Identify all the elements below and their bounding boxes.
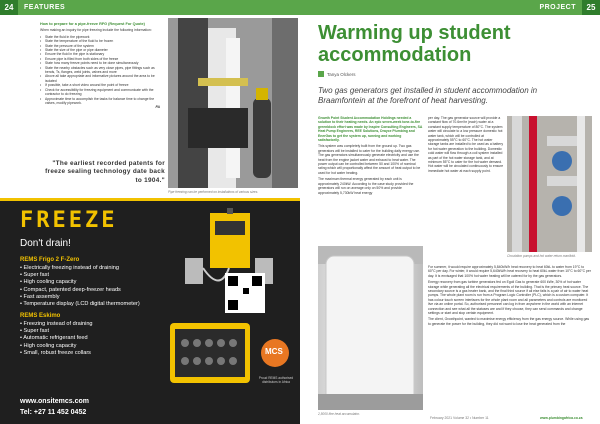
article-column-2b bbox=[428, 265, 592, 328]
rfq-bullet-list bbox=[40, 35, 160, 106]
list-item: • State the nearby obstacles such as very close pipes, pipe fittings such as bends, Ts, flanges, weld joints, valves and more bbox=[40, 66, 160, 75]
article-column-2 bbox=[428, 116, 504, 175]
product2-name: REMS Eskimo bbox=[20, 313, 61, 319]
list-item: • Electrically freezing instead of draining bbox=[20, 265, 160, 272]
footer-website-link[interactable]: www.plumbingafrica.co.za bbox=[540, 416, 583, 420]
list-item: • State the size of the pipe or pipe diameter bbox=[40, 48, 160, 52]
ad-tagline: Don't drain! bbox=[20, 238, 71, 249]
list-item: • Above all take appropriate and informative pictures around the area to be isolated bbox=[40, 74, 160, 83]
lead-paragraph: Growth Point Student Accommodation Holdings needed a solution to their heating needs. An epic seven-week tone-to-fire greenblock effort was made by Inspire Consulting Engineers, SA Heat Pump Engineers, REE Solutions, Drayce Plumbing and EnerGas to get the system up, running and working satisfactorily. bbox=[318, 116, 423, 143]
list-item: • If possible, take a short video around the point of freeze bbox=[40, 83, 160, 87]
circulation-pumps-photo bbox=[507, 116, 592, 252]
footer-issue: February 2021 Volume 32 • Number 11 bbox=[430, 416, 489, 420]
product1-name: REMS Frigo 2 F-Zero bbox=[20, 257, 80, 263]
ad-yellow-strip bbox=[0, 198, 300, 201]
left-article-text bbox=[40, 22, 160, 110]
accumulator-illustration bbox=[318, 246, 423, 410]
ad-phone: Tel: +27 11 452 0452 bbox=[20, 409, 87, 416]
freeze-logo: FREEZE bbox=[20, 208, 118, 233]
list-item: • State the pressure of the system bbox=[40, 44, 160, 48]
list-item: • Fast assembly bbox=[20, 294, 160, 301]
list-item: • Ensure pipe is filled from both sides of the freeze bbox=[40, 57, 160, 61]
pipe-freezing-photo bbox=[168, 18, 298, 188]
list-item: • Small, robust freeze collars bbox=[20, 350, 160, 357]
signoff: PA bbox=[155, 105, 160, 110]
right-page-number: 25 bbox=[582, 0, 600, 15]
paragraph: For summer, it would require approximately 5,840kW/h heat recovery to heat 60kL to water from 19°C to 60°C per day. For winter, it would require 5,640kW/h heat recovery to heat 60kL water from 10°C to 60°C per day. It is envisaged that 100% hot water heating will be catered for by the gas generators. bbox=[428, 265, 591, 278]
rfq-subhead: How to prepare for a pipe-freeze RFG (Request For Quote) bbox=[40, 22, 145, 26]
list-item: • State the fluid in the pipework bbox=[40, 35, 160, 39]
list-item: • Ensure the fluid in the pipe is stationary bbox=[40, 52, 160, 56]
list-item: • Freezing instead of draining bbox=[20, 321, 160, 328]
author-name: Tanya Olckers bbox=[327, 71, 356, 77]
pumps-illustration bbox=[507, 116, 592, 252]
list-item: • Compact, patented deep-freezer heads bbox=[20, 287, 160, 294]
right-header-bar bbox=[300, 0, 600, 15]
list-item: • Super fast bbox=[20, 328, 160, 335]
rfq-intro: When making an inquiry for pipe freezing include the following information: bbox=[40, 28, 152, 33]
list-item: • State the temperature of the fluid to be frozen bbox=[40, 39, 160, 43]
left-header-bar bbox=[0, 0, 300, 15]
list-item: • Temperature display (LCD digital thermometer) bbox=[20, 301, 160, 308]
article-column-1 bbox=[318, 116, 423, 197]
paragraph: This system was completely built from the ground up. Two gas generators will be installed to cater for the building daily energy use. The gas generators simultaneously generate electricity and use the heat from the engine jacket water and exhaust to heat water. The power output can be controlled between 50 and 100% of nominal rating which will proportionally affect the amount of heat output to be used for hot water heating. bbox=[318, 144, 421, 175]
mcs-logo-text: MCS bbox=[265, 347, 283, 356]
product1-features bbox=[20, 265, 160, 308]
author-badge-icon bbox=[318, 71, 324, 77]
left-page-number: 24 bbox=[0, 0, 18, 15]
pipe-freezing-illustration bbox=[168, 18, 298, 188]
list-item: • Check for accessibility for freezing equipment and communicate with the contractor to do freezing bbox=[40, 88, 160, 97]
list-item: • High cooling capacity bbox=[20, 279, 160, 286]
product2-features bbox=[20, 321, 160, 357]
heat-accumulator-photo bbox=[318, 246, 423, 410]
byline bbox=[318, 71, 356, 77]
list-item: • State how many freeze points need to be done simultaneously bbox=[40, 61, 160, 65]
standfirst: Two gas generators get installed in student accommodation in Braamfontein at the forefront of heat harvesting. bbox=[318, 86, 538, 105]
left-section-label: FEATURES bbox=[24, 4, 66, 11]
pull-quote: "The earliest recorded patents for freeze sealing technology date back to 1904." bbox=[45, 160, 165, 184]
accumulator-caption: 2,5000 litre heat accumulator. bbox=[318, 412, 360, 416]
mcs-caption: Proud REMS authorised distributors in Africa bbox=[258, 376, 294, 384]
list-item: • High cooling capacity bbox=[20, 343, 160, 350]
article-title: Warming up student accommodation bbox=[318, 22, 511, 66]
paragraph: The maximum thermal energy generated by each unit is approximately 240kW. According to the case study provided the generators will run on average only on 50% and provide approximately 5,730kW heat energy bbox=[318, 177, 414, 195]
freeze-advertisement[interactable] bbox=[0, 198, 300, 424]
list-item: • Super fast bbox=[20, 272, 160, 279]
ad-product-illustration bbox=[165, 203, 295, 403]
paragraph: The client, Growthpoint, wanted to maximise energy efficiency from the gas energy source. While using gas to generate the power for the building, they did not want to lose the heat generated from the bbox=[428, 317, 590, 326]
paragraph: Energy recovery from gas turbine generators fed on Egoli Gas to generate 600 kWe, 30% of hot water storage while generating all the electrical requirements of the building. That is the primary heat source. The secondary source is a gas heater bank, and the final third source if all else fails is a pair of air to water heat pumps. The whole plant room is run from a Program Logic Controller (PLC), which is a custom computer. It has colour touch screen interfaces for the whole plant room and all parameters and controls are monitored live via an online portal. So, authorised personnel can log in from anywhere in the world with an internet connection and see what all the statuses are and if they choose, they can send commands and change settings or start and stop certain equipment. bbox=[428, 280, 589, 316]
list-item: • Approximate time to accomplish the tasks for balance time to change the valves, modify pipework. bbox=[40, 97, 160, 106]
list-item: • Automatic refrigerant feed bbox=[20, 335, 160, 342]
ad-website-link[interactable]: www.onsitemcs.com bbox=[20, 398, 89, 405]
pipe-photo-caption: Pipe freezing can be performed on installations of various sizes. bbox=[168, 190, 259, 194]
right-section-label: PROJECT bbox=[539, 4, 576, 11]
paragraph: per day. The gas generator source will provide a constant flow of 70.6m³/hr (each) water at a constant supply temperature of 80°C. The system water will circulate to a low pressure domestic hot water tank, which will be controlled at approximately 55°C to 60°C. The hot water storage tanks are installed to be used as a battery for hot water generation to the building. Domestic cold water will flow through a coil system installed as part of the hot water storage tank, and at minimum 55°C to cater for the hot water demand. Hot water will be circulated continuously to ensure immediate hot water at each supply point. bbox=[428, 116, 504, 173]
pumps-caption: Circulation pumps and hot water return manifold. bbox=[507, 254, 576, 258]
